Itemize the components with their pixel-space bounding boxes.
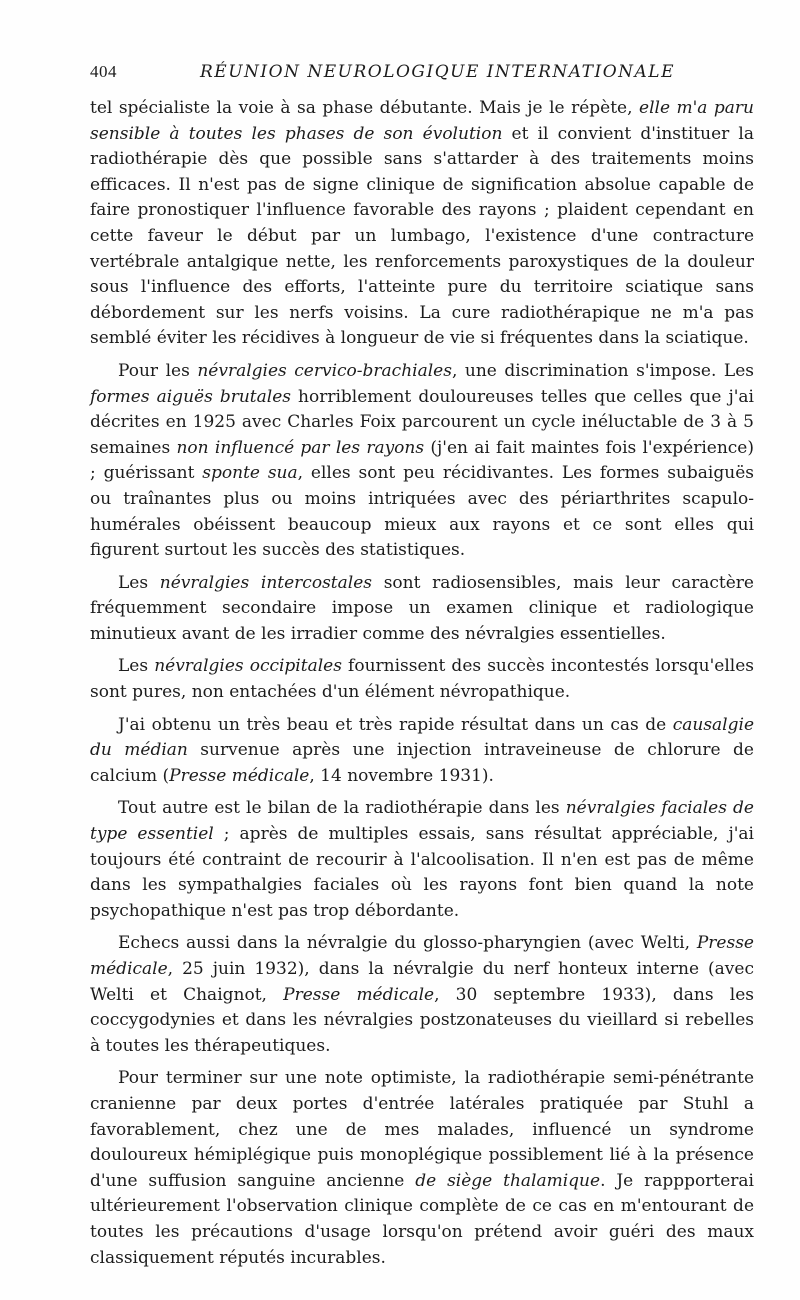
- text-segment: tel spécialiste la voie à sa phase débutante. Mais je le répète,: [90, 98, 640, 118]
- text-segment: sont radiosensibles, mais leur caractère fréquemment secondaire impose un examen clinique et radiologique minutieux avant de les irradier comme des névralgies essentielles.: [90, 572, 754, 644]
- running-head: [90, 62, 754, 96]
- text-segment: , 25 juin 1932), dans la névralgie du nerf honteux interne (avec Welti et Chaignot,: [90, 959, 754, 1005]
- text-segment: . Je rappporterai ultérieurement l'observation clinique complète de ce cas en m'entourant de toutes les précautions d'usage lorsqu'on prétend avoir guéri des maux classiquement réputés incurables.: [90, 1170, 754, 1268]
- italic-text: névralgies cervico-brachiales: [197, 360, 452, 381]
- text-segment: Echecs aussi dans la névralgie du glosso-pharyngien (avec Welti,: [118, 933, 697, 954]
- paragraph-intercostal-neuralgia: [90, 571, 754, 648]
- italic-text: sponte sua: [202, 463, 298, 484]
- body-text: [90, 96, 754, 1271]
- text-segment: , 30 septembre 1933), dans les coccygodynies et dans les névralgies postzonateuses du vieillard si rebelles à toutes les thérapeutiques.: [90, 984, 754, 1056]
- text-segment: Pour terminer sur une note optimiste, la radiothérapie semi-pénétrante cranienne par deux portes d'entrée latérales pratiquée par Stuhl a favorablement, chez une de mes malades, influencé un syndrome douloureux hémiplégique puis monoplégique possiblement lié à la présence d'une suffusion sanguine ancienne: [90, 1068, 754, 1191]
- text-segment: ; après de multiples essais, sans résultat appréciable, j'ai toujours été contraint de recourir à l'alcoolisation. Il n'en est pas de même dans les sympathalgies faciales où les rayons font bien quand la note psychopathique n'est pas trop débordante.: [90, 824, 754, 921]
- running-title: RÉUNION NEUROLOGIQUE INTERNATIONALE: [200, 62, 675, 82]
- italic-text: Presse médicale: [283, 984, 435, 1005]
- italic-text: névralgies faciales de type essentiel: [90, 798, 754, 845]
- text-segment: J'ai obtenu un très beau et très rapide résultat dans un cas de: [118, 714, 673, 735]
- text-segment: Pour les: [118, 360, 198, 381]
- text-segment: horriblement douloureuses telles que celles que j'ai décrites en 1925 avec Charles Foix parcourent un cycle inéluctable de 3 à 5 semaines: [90, 386, 754, 458]
- page-number: 404: [90, 62, 117, 81]
- text-segment: Les: [118, 572, 160, 593]
- text-segment: survenue après une injection intraveineuse de chlorure de calcium (: [90, 740, 754, 786]
- paragraph-occipital-neuralgia: [90, 654, 754, 705]
- text-segment: , elles sont peu récidivantes. Les formes subaiguës ou traînantes plus ou moins intriquées avec des périarthrites scapulo-humérales obéissent beaucoup mieux aux rayons et ce sont elles qui figurent surtout les succès des statistiques.: [90, 463, 754, 561]
- italic-text: formes aiguës brutales: [90, 386, 291, 407]
- text-segment: , 14 novembre 1931).: [309, 765, 494, 786]
- italic-text: névralgies occipitales: [154, 656, 342, 677]
- italic-text: Presse médicale: [90, 933, 754, 979]
- paragraph-sciatica-continuation: [90, 96, 754, 352]
- paragraph-cervico-brachial-neuralgia: [90, 359, 754, 564]
- italic-text: Presse médicale: [169, 765, 310, 786]
- text-segment: (j'en ai fait maintes fois l'expérience) ; guérissant: [90, 437, 754, 484]
- text-segment: , une discrimination s'impose. Les: [451, 360, 754, 381]
- italic-text: de siège thalamique: [415, 1170, 601, 1191]
- text-segment: Tout autre est le bilan de la radiothérapie dans les: [118, 798, 566, 819]
- italic-text: non influencé par les rayons: [176, 437, 425, 458]
- italic-text: névralgies intercostales: [159, 572, 372, 593]
- paragraph-median-causalgia: [90, 713, 754, 790]
- paragraph-thalamic-syndrome: [90, 1066, 754, 1271]
- paragraph-failures: [90, 931, 754, 1059]
- italic-text: elle m'a paru sensible à toutes les phases de son évolution: [90, 98, 755, 144]
- text-segment: fournissent des succès incontestés lorsqu'elles sont pures, non entachées d'un élément névropathique.: [90, 656, 754, 703]
- text-segment: Les: [118, 656, 155, 677]
- paragraph-facial-neuralgia: [90, 796, 754, 924]
- text-segment: et il convient d'instituer la radiothérapie dès que possible sans s'attarder à des traitements moins efficaces. Il n'est pas de signe clinique de signification absolue capable de faire pronostiquer l'influence favorable des rayons ; plaident cependant en cette faveur le début par un lumbago, l'existence d'une contracture vertébrale antalgique nette, les renforcements paroxystiques de la douleur sous l'influence des efforts, l'atteinte pure du territoire sciatique sans débordement sur les nerfs voisins. La cure radiothérapique ne m'a pas semblé éviter les récidives à longueur de vie si fréquentes dans la sciatique.: [90, 123, 754, 349]
- italic-text: causalgie du médian: [90, 714, 754, 761]
